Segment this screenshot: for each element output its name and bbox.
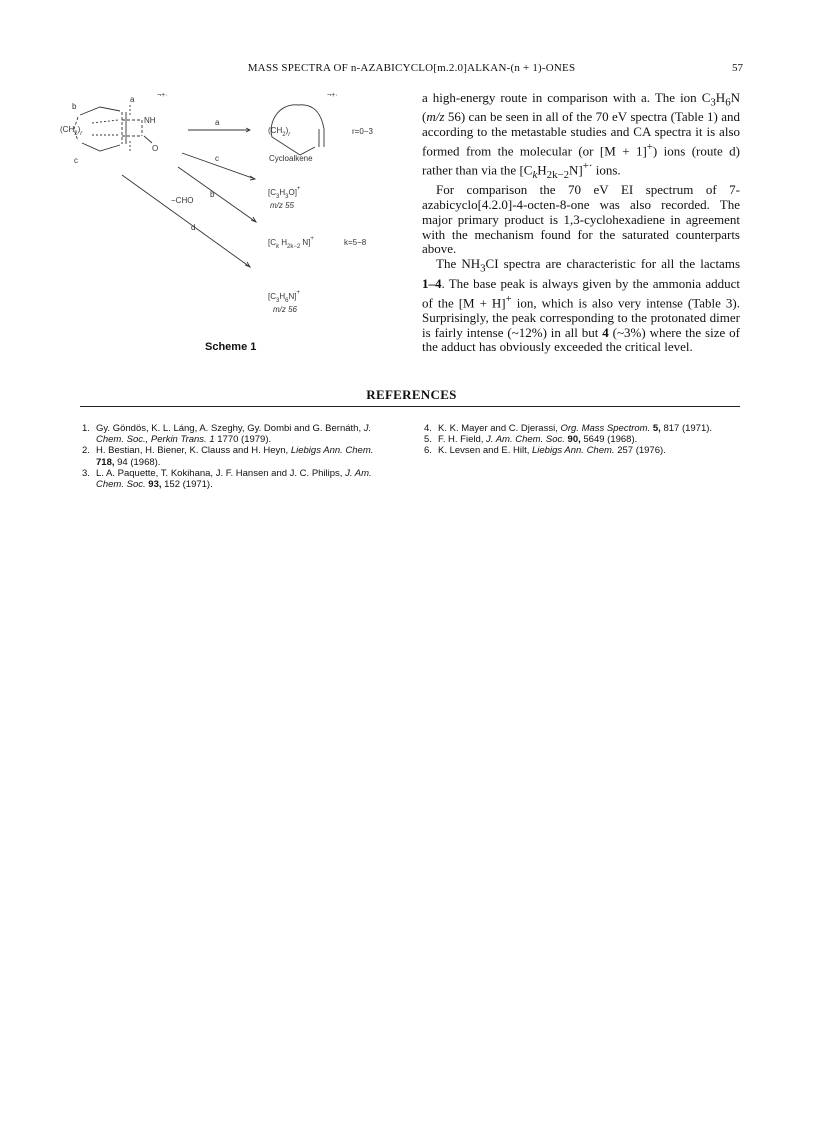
references-right-column (424, 423, 742, 457)
label-o: O (152, 144, 159, 153)
r-range: r=0−3 (352, 127, 373, 136)
label-nh: NH (144, 116, 156, 125)
paragraph-1: a high-energy route in comparison with a. The ion $C_3H_6N$ (m/z 56) can be seen in all of the 70 eV spectra (Table 1) and according to the metastable studies and CA spectra it is also formed from the molecular (or [M + 1]+) ions (route d) rather than via the $[C_kH_{2k-2}N]^{+\cdot}$ ions. (422, 90, 741, 182)
mz-56: m/z 56 (273, 305, 298, 314)
radical-cation-left: ¬+· (157, 92, 168, 99)
ion-c3h6n: $[C_3H_6N]^+$ (268, 290, 300, 304)
lactam-structure (74, 105, 152, 151)
label-b: b (72, 102, 77, 111)
references-left-column (82, 423, 394, 490)
reference-6: 6. K. Levsen and E. Hilt, Liebigs Ann. Chem. 257 (1976). (424, 445, 666, 457)
running-head (0, 62, 823, 78)
arrow-d-label: d (191, 223, 196, 232)
arrow-b-label: b (210, 190, 215, 199)
reference-4: 4. K. K. Mayer and C. Djerassi, Org. Mass Spectrom. 5, 817 (1971). (424, 423, 713, 434)
minus-cho: −CHO (171, 196, 194, 205)
arrow-c-label: c (215, 154, 219, 163)
ion-ckh2k2n: [$C_k$ $H_{2k-2}$ N]+ (268, 236, 314, 250)
radical-cation-right: ¬+· (327, 92, 338, 99)
k-range: k=5−8 (344, 238, 367, 247)
mz-55: m/z 55 (270, 201, 295, 210)
running-title: MASS SPECTRA OF n-AZABICYCLO[m.2.0]ALKAN-(n + 1)-ONES (247, 62, 576, 74)
label-a-top: a (130, 95, 135, 104)
reaction-scheme (60, 85, 405, 355)
references-heading: REFERENCES (366, 387, 457, 402)
ion-c3h3o: $[C_3H_3O]^+$ (268, 186, 301, 200)
page-number: 57 (732, 62, 743, 74)
reference-2: 2. H. Bestian, H. Biener, K. Clauss and H. Heyn, Liebigs Ann. Chem. 718, 94 (1968). (82, 445, 374, 468)
reference-3: 3. L. A. Paquette, T. Kokihana, J. F. Hansen and J. C. Philips, J. Am. Chem. Soc. 93, 152 (1971). (82, 467, 372, 491)
paragraph-2: For comparison the 70 eV EI spectrum of 7-azabicyclo[4.2.0]-4-octen-8-one was also recorded. The major primary product is 1,3-cyclohexadiene in agreement with the mechanism found for the saturated counterparts above. (422, 182, 740, 257)
cycloalkene-label: Cycloalkene (269, 154, 313, 163)
paragraph-3: The $NH_3CI$ spectra are characteristic for all the lactams 1–4. The base peak is always given by the ammonia adduct of the [M + H]+ ion, which is also very intense (Table 3). Surprisingly, the peak corresponding to the protonated dimer is fairly intense (~12%) in all but 4 (~3%) where the size of the adduct has obviously exceeded the critical level. (422, 256, 740, 355)
scheme-caption: Scheme 1 (205, 341, 257, 353)
label-ch2-left: $(CH_2)_r$ (60, 125, 83, 137)
scheme-diagram (60, 85, 405, 355)
reference-1: 1. Gy. Göndös, K. L. Láng, A. Szeghy, Gy. Dombi and G. Bernáth, J. Chem. Soc., Perkin Trans. 1 1770 (1979). (82, 423, 372, 446)
arrow-a-label: a (215, 118, 220, 127)
label-c: c (74, 156, 78, 165)
arrow-d (122, 175, 250, 267)
references-rule (80, 406, 740, 407)
body-text (422, 91, 740, 355)
reference-5: 5. F. H. Field, J. Am. Chem. Soc. 90, 5649 (1968). (424, 434, 638, 446)
cycloalkene-ch2: $(CH_2)_r$ (268, 126, 291, 138)
